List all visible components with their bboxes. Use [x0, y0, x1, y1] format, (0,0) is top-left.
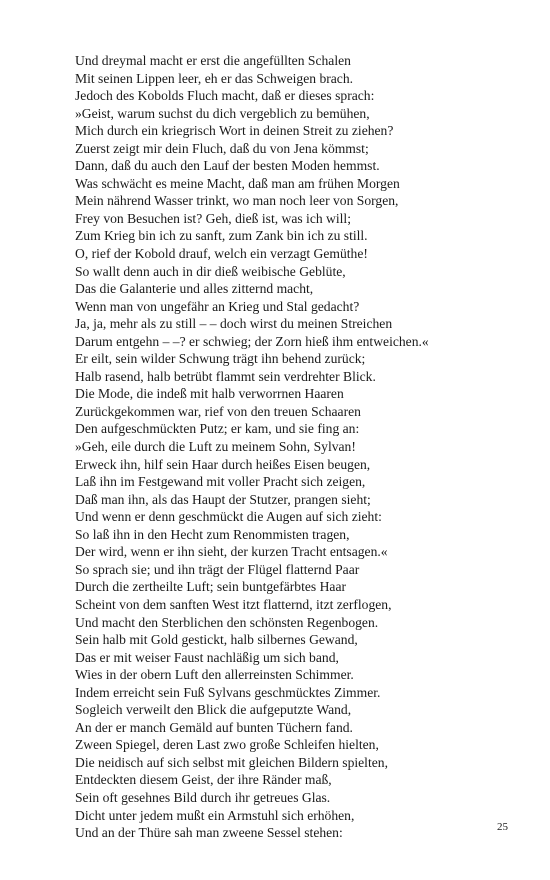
verse-line: Durch die zertheilte Luft; sein buntgefärbtes Haar	[75, 579, 347, 595]
verse-line: Entdeckten diesem Geist, der ihre Ränder maß,	[75, 772, 332, 788]
verse-line: Daß man ihn, als das Haupt der Stutzer, prangen sieht;	[75, 491, 371, 507]
verse-line: Scheint von dem sanften West itzt flatternd, itzt zerflogen,	[75, 596, 392, 612]
verse-line: Und wenn er denn geschmückt die Augen auf sich zieht:	[75, 509, 382, 525]
verse-line: Und an der Thüre sah man zweene Sessel stehen:	[75, 825, 343, 841]
verse-line: Wenn man von ungefähr an Krieg und Stal gedacht?	[75, 298, 360, 314]
verse-line: Mich durch ein kriegrisch Wort in deinen Streit zu ziehen?	[75, 123, 394, 139]
verse-line: Die Mode, die indeß mit halb verworrnen Haaren	[75, 386, 344, 402]
verse-line: Sogleich verweilt den Blick die aufgeputzte Wand,	[75, 702, 352, 718]
verse-line: Der wird, wenn er ihn sieht, der kurzen Tracht entsagen.«	[75, 544, 388, 560]
verse-line: Frey von Besuchen ist? Geh, dieß ist, was ich will;	[75, 210, 351, 226]
verse-line: Das er mit weiser Faust nachläßig um sich band,	[75, 649, 339, 665]
verse-line: Ja, ja, mehr als zu still – – doch wirst du meinen Streichen	[75, 316, 393, 332]
verse-line: Darum entgehn – –? er schwieg; der Zorn hieß ihm entweichen.«	[75, 333, 429, 349]
page-number: 25	[497, 821, 508, 833]
verse-line: Er eilt, sein wilder Schwung trägt ihn behend zurück;	[75, 351, 366, 367]
verse-line: So laß ihn in den Hecht zum Renommisten tragen,	[75, 526, 350, 542]
verse-line: Die neidisch auf sich selbst mit gleichen Bildern spielten,	[75, 754, 388, 770]
verse-line: Das die Galanterie und alles zitternd macht,	[75, 281, 314, 297]
verse-line: Mein nährend Wasser trinkt, wo man noch leer von Sorgen,	[75, 193, 399, 209]
verse-line: Dann, daß du auch den Lauf der besten Moden hemmst.	[75, 158, 380, 174]
verse-line: Erweck ihn, hilf sein Haar durch heißes Eisen beugen,	[75, 456, 371, 472]
verse-line: An der er manch Gemäld auf bunten Tüchern fand.	[75, 719, 353, 735]
verse-line: Dicht unter jedem mußt ein Armstuhl sich erhöhen,	[75, 807, 355, 823]
verse-line: O, rief der Kobold drauf, welch ein verzagt Gemüthe!	[75, 246, 368, 262]
verse-line: »Geist, warum suchst du dich vergeblich zu bemühen,	[75, 105, 370, 121]
verse-line: Mit seinen Lippen leer, eh er das Schweigen brach.	[75, 70, 354, 86]
verse-line: »Geh, eile durch die Luft zu meinem Sohn, Sylvan!	[75, 439, 356, 455]
poem-text	[75, 52, 540, 842]
verse-line: Zuerst zeigt mir dein Fluch, daß du von Jena kömmst;	[75, 140, 369, 156]
verse-line: Sein oft gesehnes Bild durch ihr getreues Glas.	[75, 789, 331, 805]
verse-line: Zurückgekommen war, rief von den treuen Schaaren	[75, 403, 361, 419]
verse-line: Jedoch des Kobolds Fluch macht, daß er dieses sprach:	[75, 88, 375, 104]
verse-line: Und dreymal macht er erst die angefüllten Schalen	[75, 53, 351, 68]
verse-line: Laß ihn im Festgewand mit voller Pracht sich zeigen,	[75, 474, 366, 490]
verse-line: Zween Spiegel, deren Last zwo große Schleifen hielten,	[75, 737, 379, 753]
verse-line: Was schwächt es meine Macht, daß man am frühen Morgen	[75, 175, 400, 191]
verse-line: Wies in der obern Luft den allerreinsten Schimmer.	[75, 667, 354, 683]
verse-line: So wallt denn auch in dir dieß weibische Geblüte,	[75, 263, 346, 279]
verse-line: Sein halb mit Gold gestickt, halb silbernes Gewand,	[75, 632, 358, 648]
verse-line: Und macht den Sterblichen den schönsten Regenbogen.	[75, 614, 379, 630]
verse-line: So sprach sie; und ihn trägt der Flügel flatternd Paar	[75, 561, 360, 577]
verse-line: Zum Krieg bin ich zu sanft, zum Zank bin ich zu still.	[75, 228, 368, 244]
verse-line: Den aufgeschmückten Putz; er kam, und sie fing an:	[75, 421, 360, 437]
verse-line: Indem erreicht sein Fuß Sylvans geschmücktes Zimmer.	[75, 684, 381, 700]
verse-line: Halb rasend, halb betrübt flammt sein verdrehter Blick.	[75, 368, 376, 384]
